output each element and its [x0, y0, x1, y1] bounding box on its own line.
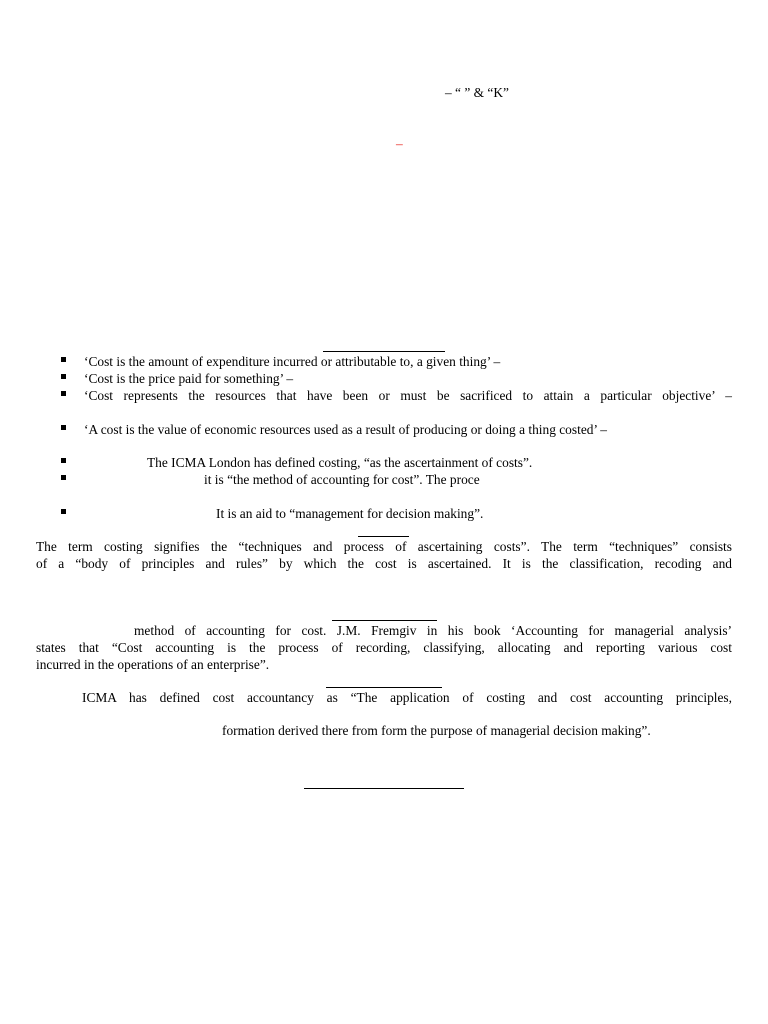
section-rule	[332, 620, 437, 621]
list-item: ‘Cost represents the resources that have been or must be sacrificed to attain a particular objective’ –	[84, 388, 732, 403]
paragraph-line: method of accounting for cost. J.M. Fremgiv in his book ‘Accounting for managerial analysis’	[134, 623, 732, 638]
paragraph-line: states that “Cost accounting is the process of recording, classifying, allocating and reporting various cost	[36, 640, 732, 655]
bullet-marker	[61, 391, 66, 396]
bullet-marker	[61, 425, 66, 430]
section-rule	[323, 351, 445, 352]
bullet-marker	[61, 357, 66, 362]
bullet-marker	[61, 475, 66, 480]
list-item: ‘Cost is the amount of expenditure incurred or attributable to, a given thing’ –	[84, 354, 501, 369]
bullet-marker	[61, 458, 66, 463]
list-item: ‘Cost is the price paid for something’ –	[84, 371, 294, 386]
list-item: The ICMA London has defined costing, “as the ascertainment of costs”.	[147, 455, 533, 470]
section-rule	[326, 687, 442, 688]
list-item: it is “the method of accounting for cost”. The proce	[204, 472, 480, 487]
paragraph-line: The term costing signifies the “techniques and process of ascertaining costs”. The term “techniques” consists	[36, 539, 732, 554]
heading-fragment: – “ ” & “K”	[445, 85, 509, 100]
list-item: ‘A cost is the value of economic resources used as a result of producing or doing a thing costed’ –	[84, 422, 607, 437]
bullet-marker	[61, 374, 66, 379]
list-item: It is an aid to “management for decision making”.	[216, 506, 484, 521]
paragraph-line: formation derived there from form the purpose of managerial decision making”.	[222, 723, 651, 738]
section-rule	[358, 536, 409, 537]
paragraph-line: incurred in the operations of an enterprise”.	[36, 657, 270, 672]
section-rule	[304, 788, 464, 789]
red-dash-mark: –	[396, 136, 403, 151]
bullet-marker	[61, 509, 66, 514]
paragraph-line: of a “body of principles and rules” by which the cost is ascertained. It is the classification, recoding and	[36, 556, 732, 571]
paragraph-line: ICMA has defined cost accountancy as “The application of costing and cost accounting principles,	[82, 690, 732, 705]
